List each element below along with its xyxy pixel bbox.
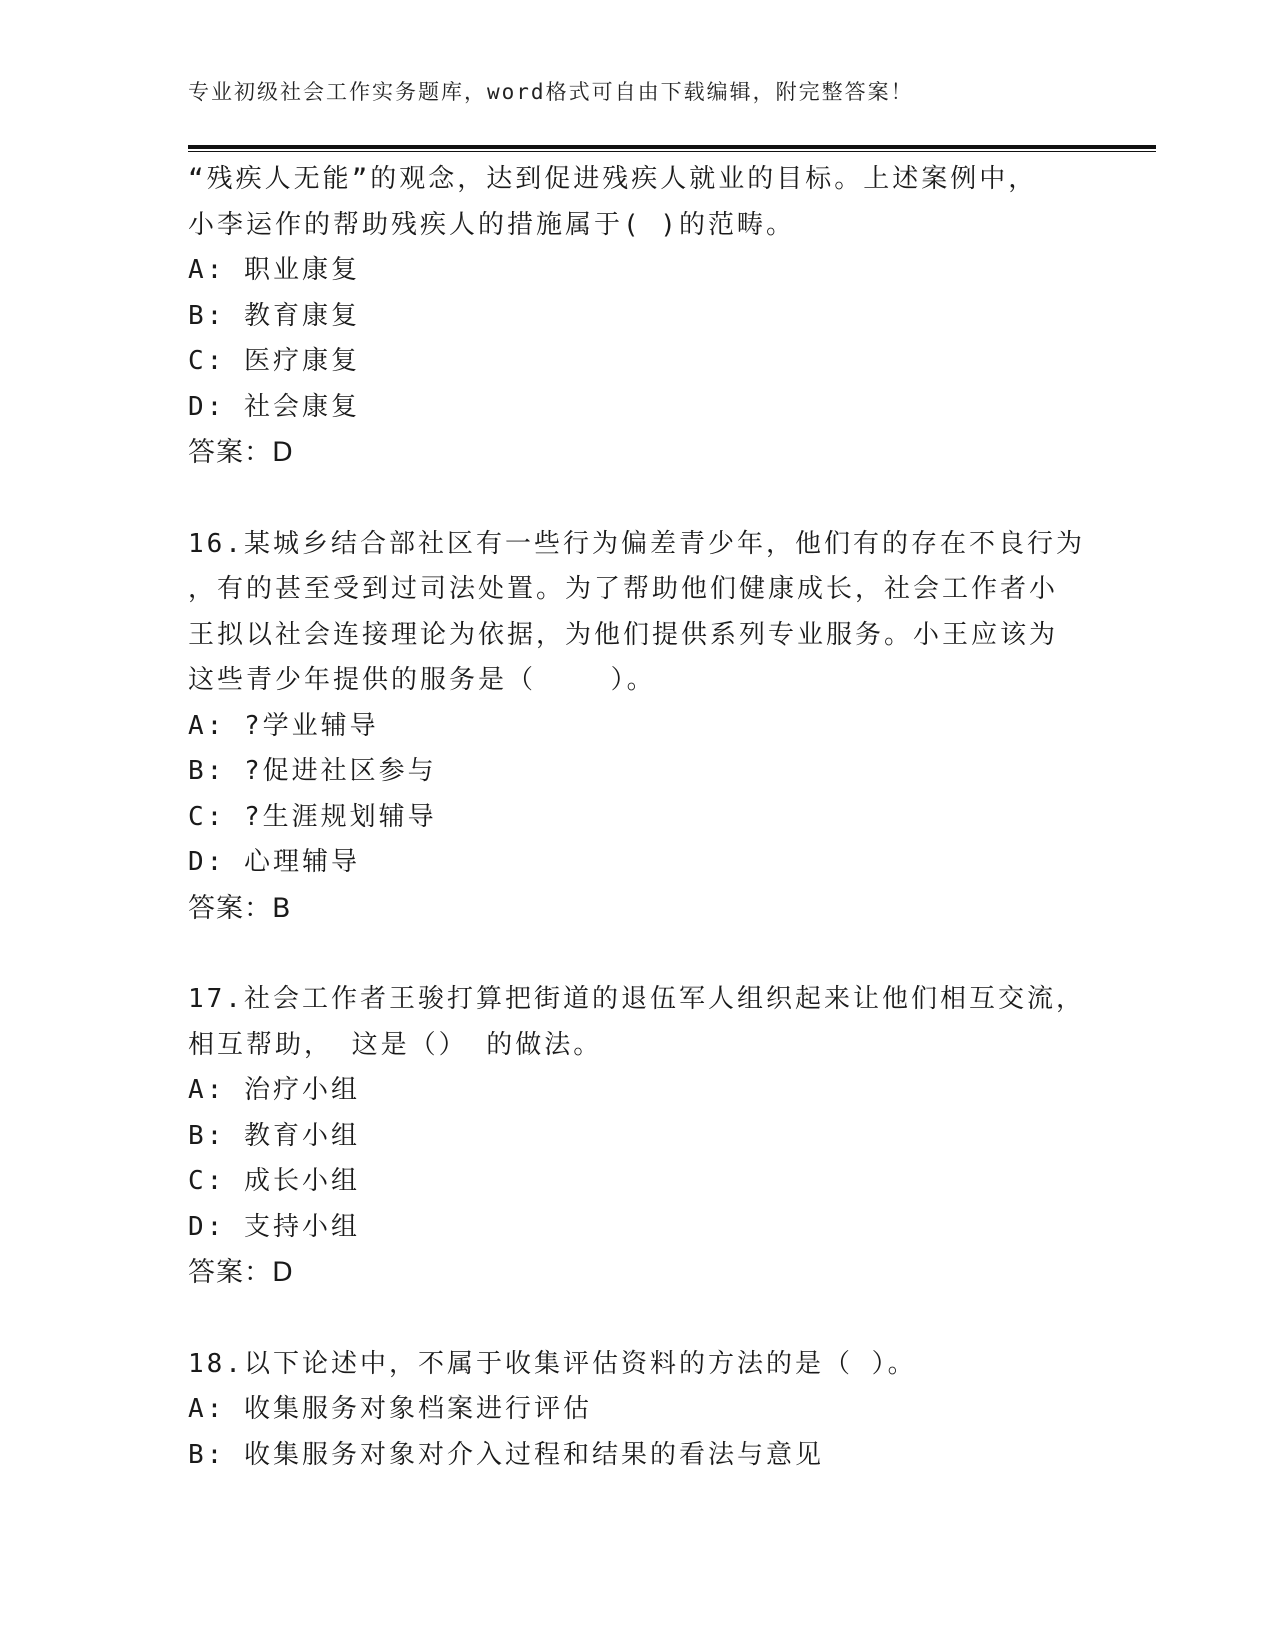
question-stem-line: 这些青少年提供的服务是（ ）。 xyxy=(188,665,656,695)
option-c: C: 医疗康复 xyxy=(188,346,360,376)
option-a: A: 治疗小组 xyxy=(188,1075,360,1105)
answer: 答案：B xyxy=(188,892,292,924)
option-c: C: 成长小组 xyxy=(188,1166,360,1196)
question-18 xyxy=(188,1342,1128,1479)
question-stem-line: 小李运作的帮助残疾人的措施属于( )的范畴。 xyxy=(188,209,795,240)
option-d: D: 社会康复 xyxy=(188,391,360,422)
header-rule-thick xyxy=(188,145,1156,149)
option-b: B: 教育康复 xyxy=(188,300,360,331)
page-header: 专业初级社会工作实务题库，word格式可自由下载编辑，附完整答案！ xyxy=(188,80,914,104)
question-stem-line: 17.社会工作者王骏打算把街道的退伍军人组织起来让他们相互交流， xyxy=(188,984,1085,1014)
spacer xyxy=(188,476,1128,522)
question-stem-line: ，有的甚至受到过司法处置。为了帮助他们健康成长，社会工作者小 xyxy=(188,574,1059,604)
option-b: B: ?促进社区参与 xyxy=(188,756,437,786)
question-15-continued xyxy=(188,157,1128,476)
question-stem-line: 相互帮助， 这是（） 的做法。 xyxy=(188,1029,603,1060)
question-stem-line: “残疾人无能”的观念，达到促进残疾人就业的目标。上述案例中， xyxy=(188,164,1038,194)
question-16 xyxy=(188,522,1128,932)
option-c: C: ?生涯规划辅导 xyxy=(188,801,437,832)
question-content xyxy=(188,157,1128,1478)
option-d: D: 支持小组 xyxy=(188,1211,360,1242)
option-b: B: 收集服务对象对介入过程和结果的看法与意见 xyxy=(188,1439,824,1470)
option-a: A: 职业康复 xyxy=(188,255,360,285)
answer: 答案：D xyxy=(188,437,294,468)
question-stem-line: 18.以下论述中，不属于收集评估资料的方法的是（ ）。 xyxy=(188,1348,917,1379)
question-17 xyxy=(188,977,1128,1296)
header-rule-thin xyxy=(188,151,1156,152)
option-b: B: 教育小组 xyxy=(188,1120,360,1151)
question-stem-line: 16.某城乡结合部社区有一些行为偏差青少年，他们有的存在不良行为 xyxy=(188,528,1085,559)
spacer xyxy=(188,931,1128,977)
spacer xyxy=(188,1296,1128,1342)
answer: 答案：D xyxy=(188,1257,294,1288)
option-d: D: 心理辅导 xyxy=(188,847,360,877)
option-a: A: ?学业辅导 xyxy=(188,710,379,741)
question-stem-line: 王拟以社会连接理论为依据，为他们提供系列专业服务。小王应该为 xyxy=(188,619,1059,650)
option-a: A: 收集服务对象档案进行评估 xyxy=(188,1394,592,1424)
